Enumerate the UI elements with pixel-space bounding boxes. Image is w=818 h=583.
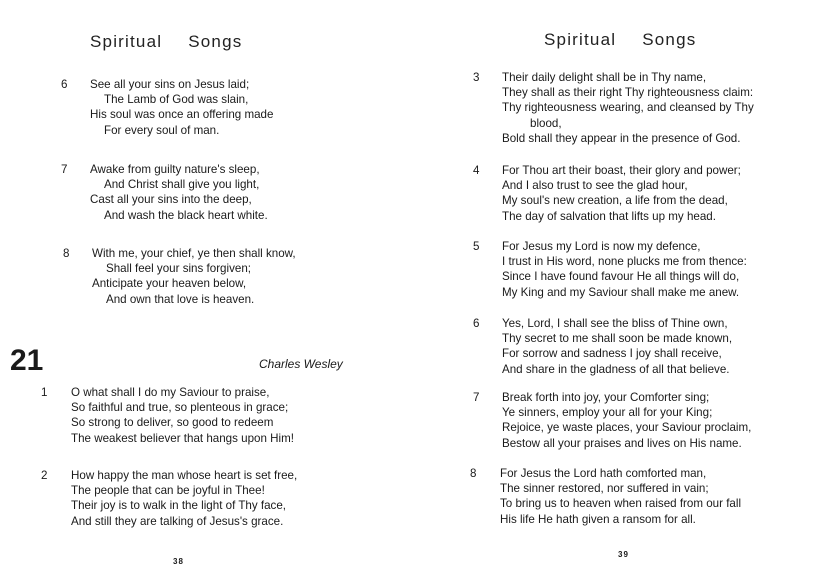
verse-line: Awake from guilty nature's sleep, bbox=[90, 163, 260, 176]
verse-line: For every soul of man. bbox=[104, 123, 220, 137]
page-number: 39 bbox=[618, 550, 629, 559]
verse-4 bbox=[473, 163, 741, 224]
verse-line: And wash the black heart white. bbox=[104, 208, 268, 222]
verse-line: For Jesus the Lord hath comforted man, bbox=[500, 467, 707, 480]
verse-line: I trust in His word, none plucks me from thence: bbox=[502, 255, 747, 269]
verse-line: Since I have found favour He all things will do, bbox=[502, 270, 740, 284]
verse-5 bbox=[473, 239, 747, 300]
verse-7 bbox=[473, 390, 752, 451]
verse-8 bbox=[470, 466, 742, 527]
verse-number: 8 bbox=[470, 467, 477, 480]
verse-number: 4 bbox=[473, 164, 480, 177]
verse-line: For Thou art their boast, their glory and power; bbox=[502, 164, 741, 177]
verse-line: The Lamb of God was slain, bbox=[104, 93, 249, 107]
verse-line: For sorrow and sadness I joy shall receive, bbox=[502, 347, 722, 361]
verse-number: 7 bbox=[61, 163, 68, 176]
right-page bbox=[409, 0, 818, 583]
verse-number: 3 bbox=[473, 71, 480, 84]
verse-line: Shall feel your sins forgiven; bbox=[106, 262, 251, 276]
verse-line: His soul was once an offering made bbox=[90, 108, 274, 122]
header-word-1: Spiritual bbox=[544, 30, 617, 49]
verse-line: His life He hath given a ransom for all. bbox=[500, 512, 696, 526]
verse-line: How happy the man whose heart is set free, bbox=[71, 469, 298, 482]
verse-number: 8 bbox=[63, 247, 70, 260]
hymn-number: 21 bbox=[10, 344, 44, 377]
verse-line: Their daily delight shall be in Thy name, bbox=[502, 71, 707, 84]
running-header bbox=[90, 32, 242, 52]
header-word-2: Songs bbox=[188, 32, 243, 51]
header-word-1: Spiritual bbox=[90, 32, 163, 51]
verse-line: The weakest believer that hangs upon Him! bbox=[71, 431, 294, 445]
verse-line: blood, bbox=[530, 116, 562, 130]
verse-number: 5 bbox=[473, 240, 480, 253]
verse-line: Bestow all your praises and lives on His name. bbox=[502, 436, 742, 450]
verse-line: And own that love is heaven. bbox=[106, 292, 255, 306]
verse-6 bbox=[61, 77, 274, 138]
verse-line: And still they are talking of Jesus's grace. bbox=[71, 514, 284, 528]
verse-line: See all your sins on Jesus laid; bbox=[90, 78, 250, 91]
verse-line: My soul's new creation, a life from the dead, bbox=[502, 194, 728, 208]
verse-line: The day of salvation that lifts up my head. bbox=[502, 209, 716, 223]
verse-line: Anticipate your heaven below, bbox=[92, 277, 247, 291]
verse-3 bbox=[473, 70, 754, 146]
verse-line: Thy righteousness wearing, and cleansed by Thy bbox=[502, 101, 754, 115]
page-number: 38 bbox=[173, 557, 184, 566]
verse-7 bbox=[61, 162, 268, 223]
verse-line: With me, your chief, ye then shall know, bbox=[92, 247, 296, 260]
verse-number: 2 bbox=[41, 469, 48, 482]
verse-line: And Christ shall give you light, bbox=[104, 178, 260, 192]
verse-line: And share in the gladness of all that believe. bbox=[502, 362, 730, 376]
verse-line: My King and my Saviour shall make me anew. bbox=[502, 285, 740, 299]
verse-line: Break forth into joy, your Comforter sing; bbox=[502, 391, 710, 404]
header-word-2: Songs bbox=[642, 30, 697, 49]
verse-line: Bold shall they appear in the presence of God. bbox=[502, 131, 741, 145]
verse-6 bbox=[473, 316, 733, 377]
verse-number: 6 bbox=[61, 78, 68, 91]
running-header bbox=[544, 30, 696, 50]
verse-line: Thy secret to me shall soon be made known, bbox=[502, 332, 733, 346]
verse-line: Ye sinners, employ your all for your King; bbox=[502, 406, 713, 420]
verse-line: The people that can be joyful in Thee! bbox=[71, 484, 265, 498]
verse-line: Their joy is to walk in the light of Thy face, bbox=[71, 499, 287, 513]
verse-8 bbox=[63, 246, 296, 307]
hymn-verse-2 bbox=[41, 468, 298, 529]
verse-line: So faithful and true, so plenteous in grace; bbox=[71, 401, 289, 415]
verse-line: O what shall I do my Saviour to praise, bbox=[71, 386, 270, 399]
verse-line: They shall as their right Thy righteousness claim: bbox=[502, 86, 754, 100]
verse-line: The sinner restored, nor suffered in vain; bbox=[500, 482, 709, 496]
verse-line: Cast all your sins into the deep, bbox=[90, 193, 252, 207]
verse-number: 1 bbox=[41, 386, 48, 399]
verse-line: Rejoice, ye waste places, your Saviour proclaim, bbox=[502, 421, 752, 435]
verse-number: 6 bbox=[473, 317, 480, 330]
verse-line: Yes, Lord, I shall see the bliss of Thine own, bbox=[502, 317, 728, 330]
verse-line: So strong to deliver, so good to redeem bbox=[71, 416, 274, 430]
hymn-author: Charles Wesley bbox=[259, 357, 343, 371]
verse-number: 7 bbox=[473, 391, 480, 404]
verse-line: And I also trust to see the glad hour, bbox=[502, 179, 688, 193]
hymn-verse-1 bbox=[41, 385, 294, 446]
verse-line: To bring us to heaven when raised from our fall bbox=[500, 497, 742, 511]
verse-line: For Jesus my Lord is now my defence, bbox=[502, 240, 701, 253]
